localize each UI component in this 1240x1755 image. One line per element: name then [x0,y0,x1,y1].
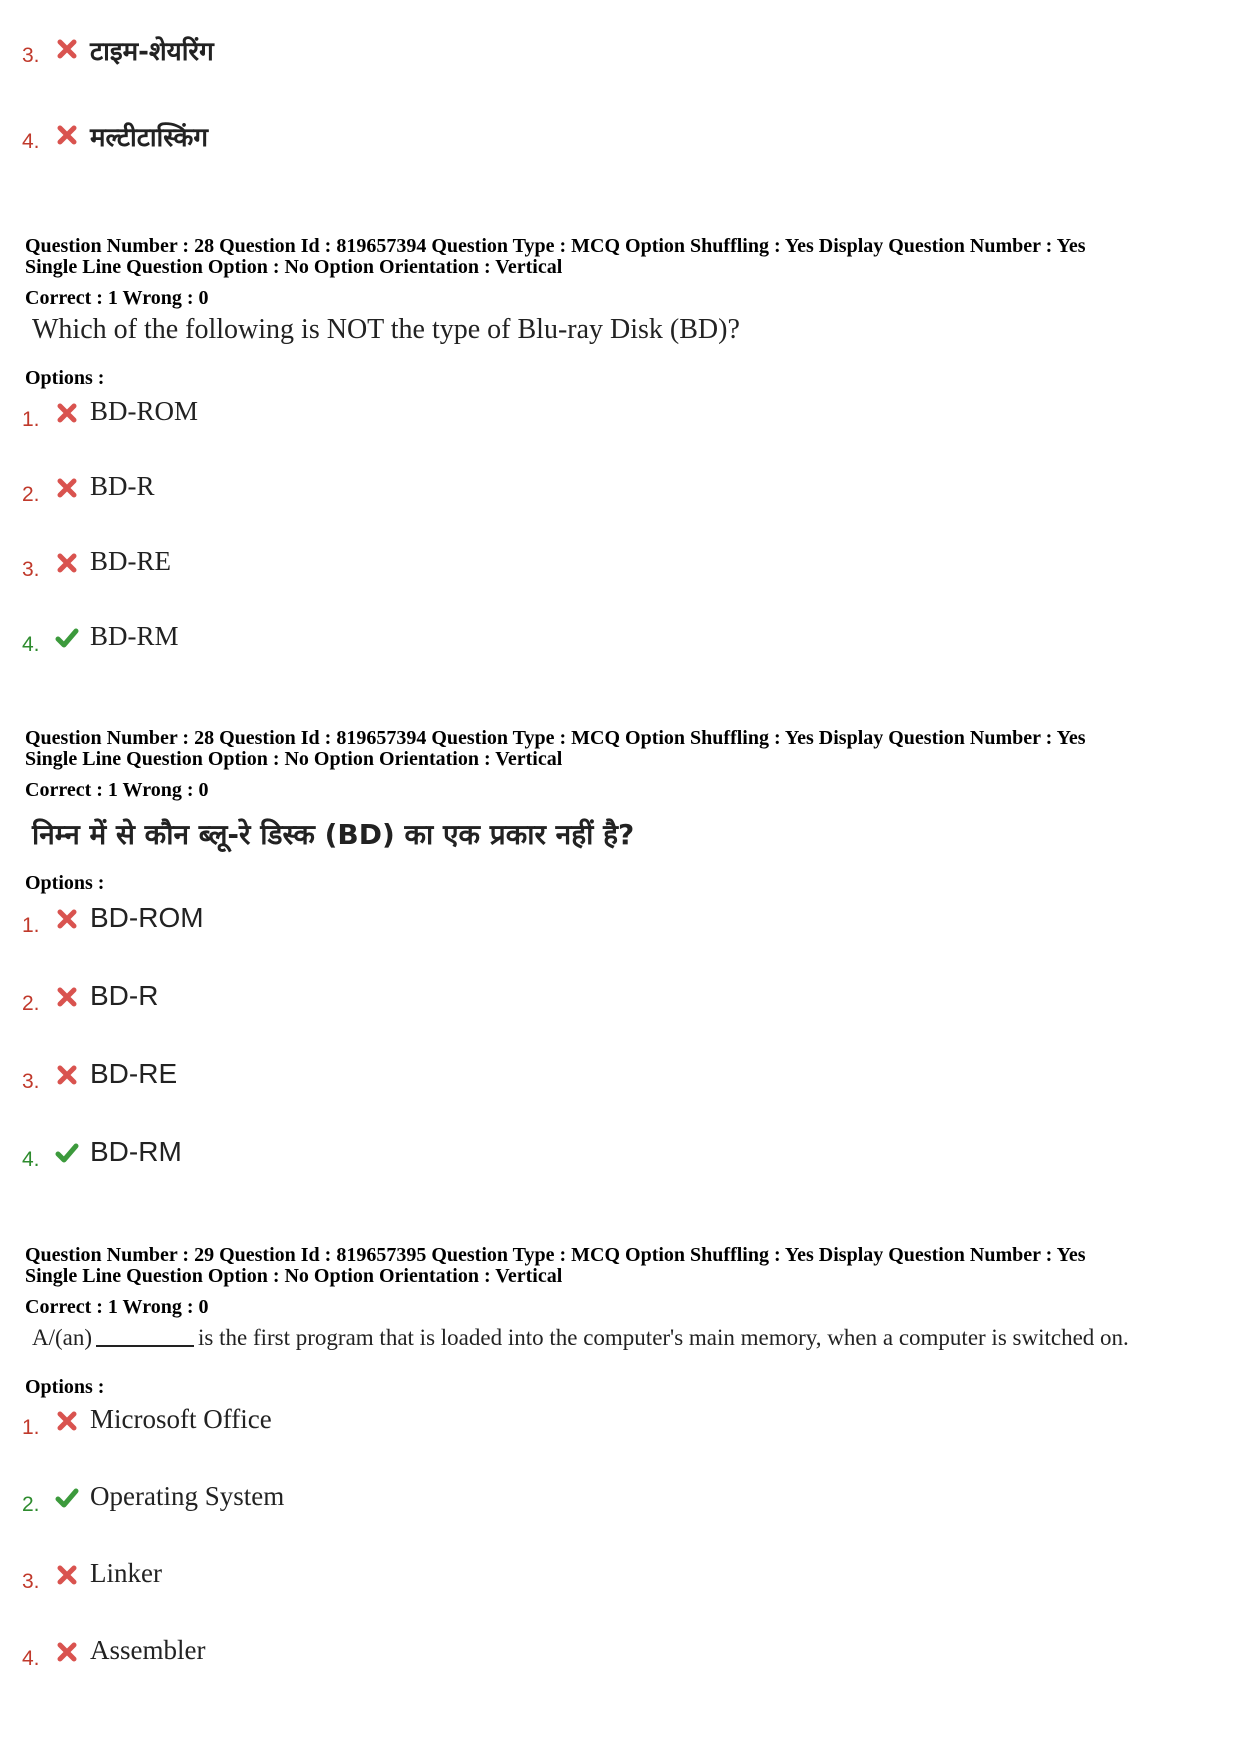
option-number: 1. [22,408,40,431]
option-number: 1. [22,914,40,937]
meta-line: Question Number : 28 Question Id : 819657394 Question Type : MCQ Option Shuffling : Yes Display Question Number : Yes [25,235,1086,257]
cross-icon [54,122,80,148]
cross-icon [54,984,80,1010]
options-label: Options : [25,367,105,389]
question-meta [25,1245,1085,1287]
cross-icon [54,400,80,426]
option-text: BD-ROM [90,902,204,933]
answer-blank [96,1345,194,1347]
option-number: 4. [22,1148,40,1171]
check-icon [54,1485,80,1511]
option-number: 2. [22,992,40,1015]
option-number: 4. [22,633,40,656]
option-text: टाइम-शेयरिंग [90,37,214,67]
option-number: 4. [22,130,40,153]
question-prefix: A/(an) [32,1325,93,1350]
option-text: मल्टीटास्किंग [90,123,209,153]
marks-line: Correct : 1 Wrong : 0 [25,1296,209,1318]
option-number: 3. [22,1570,40,1593]
question-text: निम्न में से कौन ब्लू-रे डिस्क (BD) का एक प्रकार नहीं है? [32,818,635,851]
cross-icon [54,1408,80,1434]
cross-icon [54,475,80,501]
cross-icon [54,1639,80,1665]
options-label: Options : [25,872,105,894]
cross-icon [54,906,80,932]
option-text: BD-ROM [90,396,199,426]
option-text: BD-RE [90,546,171,576]
question-text [32,1325,1129,1351]
option-number: 1. [22,1416,40,1439]
option-text: Microsoft Office [90,1404,272,1434]
question-suffix: is the first program that is loaded into the computer's main memory, when a computer is switched on. [198,1325,1129,1350]
question-meta [25,236,1085,278]
question-meta [25,728,1085,770]
marks-line: Correct : 1 Wrong : 0 [25,287,209,309]
meta-line: Single Line Question Option : No Option Orientation : Vertical [25,256,563,278]
cross-icon [54,1062,80,1088]
option-number: 3. [22,558,40,581]
cross-icon [54,1562,80,1588]
option-text: BD-R [90,471,155,501]
cross-icon [54,36,80,62]
check-icon [54,625,80,651]
meta-line: Question Number : 29 Question Id : 819657395 Question Type : MCQ Option Shuffling : Yes Display Question Number : Yes [25,1244,1086,1266]
option-text: Linker [90,1558,162,1588]
meta-line: Single Line Question Option : No Option Orientation : Vertical [25,748,563,770]
option-text: BD-RM [90,621,179,651]
options-label: Options : [25,1376,105,1398]
marks-line: Correct : 1 Wrong : 0 [25,779,209,801]
option-text: BD-RE [90,1058,178,1089]
meta-line: Single Line Question Option : No Option Orientation : Vertical [25,1265,563,1287]
cross-icon [54,550,80,576]
option-number: 4. [22,1647,40,1670]
option-number: 2. [22,483,40,506]
option-text: BD-RM [90,1136,182,1167]
option-text: BD-R [90,980,159,1011]
check-icon [54,1140,80,1166]
question-text: Which of the following is NOT the type of Blu-ray Disk (BD)? [32,314,740,345]
meta-line: Question Number : 28 Question Id : 819657394 Question Type : MCQ Option Shuffling : Yes Display Question Number : Yes [25,727,1086,749]
option-number: 3. [22,1070,40,1093]
option-number: 3. [22,44,40,67]
option-text: Operating System [90,1481,285,1511]
option-text: Assembler [90,1635,206,1665]
option-number: 2. [22,1493,40,1516]
